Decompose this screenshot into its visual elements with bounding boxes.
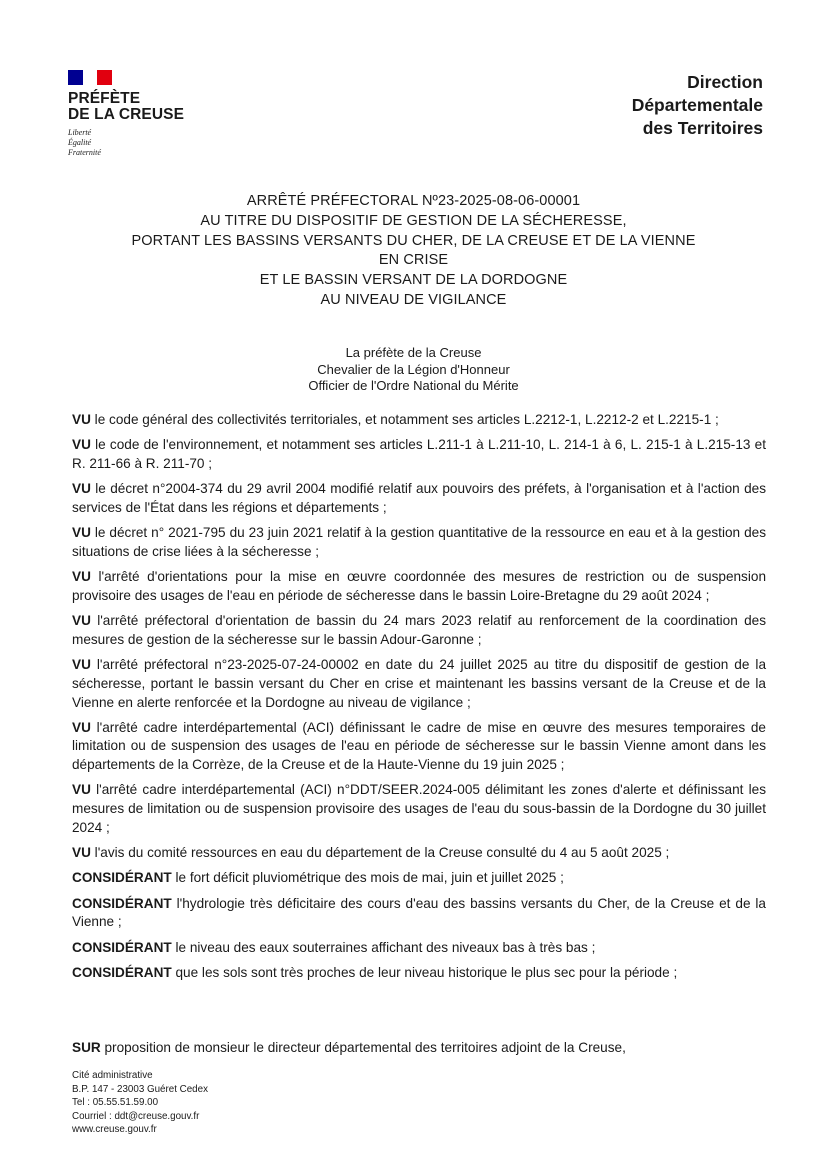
recital-lead: CONSIDÉRANT: [72, 870, 172, 886]
title-line: AU TITRE DU DISPOSITIF DE GESTION DE LA SÉCHERESSE,: [200, 212, 627, 229]
recital-text: le code de l'environnement, et notamment ses articles L.211-1 à L.211-10, L. 214-1 à 6, L. 215-1 à L.215-13 et R. 211-66 à R. 211-70 ;: [72, 437, 766, 471]
authority-line: La préfète de la Creuse: [345, 345, 482, 360]
logo-line-2: DE LA CREUSE: [68, 106, 185, 123]
recital-vu: [72, 568, 766, 605]
recital-text: l'arrêté cadre interdépartemental (ACI) définissant le cadre de mise en œuvre des mesures temporaires de limitation ou de suspension des usages de l'eau en période de sécheresse sur le bassin Vienne amont dans les départements de la Corrèze, de la Creuse et de la Haute-Vienne du 19 juin 2025 ;: [72, 719, 766, 773]
motto: [68, 128, 184, 158]
department-line: Direction: [687, 72, 763, 92]
recital-considerant: [72, 939, 766, 958]
recital-vu: [72, 612, 766, 649]
recital-text: le décret n°2004-374 du 29 avril 2004 modifié relatif aux pouvoirs des préfets, à l'organisation et à l'action des services de l'État dans les régions et départements ;: [72, 481, 766, 515]
recital-lead: VU: [72, 437, 91, 453]
recital-considerant: [72, 964, 766, 983]
motto-line: Égalité: [68, 138, 92, 147]
recital-vu: [72, 524, 766, 561]
footer-email[interactable]: Courriel : ddt@creuse.gouv.fr: [72, 1110, 200, 1122]
recital-text: le décret n° 2021-795 du 23 juin 2021 relatif à la gestion quantitative de la ressource en eau et à la gestion des situations de crise liées à la sécheresse ;: [72, 525, 766, 559]
contact-footer: [72, 1069, 208, 1137]
recital-text: le fort déficit pluviométrique des mois de mai, juin et juillet 2025 ;: [171, 870, 564, 886]
recital-text: que les sols sont très proches de leur niveau historique le plus sec pour la période ;: [171, 965, 678, 981]
prefecture-logo: [68, 70, 184, 158]
recital-vu: [72, 719, 766, 775]
recital-text: l'avis du comité ressources en eau du département de la Creuse consulté du 4 au 5 août 2025 ;: [90, 845, 670, 861]
recital-text: le code général des collectivités territoriales, et notamment ses articles L.2212-1, L.2212-2 et L.2215-1 ;: [90, 412, 719, 427]
recital-lead: VU: [72, 845, 91, 861]
recital-vu: [72, 781, 766, 837]
proposal-line: [72, 1040, 626, 1055]
recital-text: le niveau des eaux souterraines affichant des niveaux bas à très bas ;: [171, 939, 596, 955]
title-line: PORTANT LES BASSINS VERSANTS DU CHER, DE LA CREUSE ET DE LA VIENNE: [131, 232, 696, 249]
document-title: [0, 192, 827, 311]
recital-text: l'hydrologie très déficitaire des cours d'eau des bassins versants du Cher, de la Creuse et de la Vienne ;: [72, 895, 766, 930]
recital-lead: VU: [72, 525, 91, 541]
recital-lead: CONSIDÉRANT: [72, 939, 172, 955]
motto-line: Fraternité: [68, 148, 101, 157]
authority-line: Officier de l'Ordre National du Mérite: [308, 378, 519, 393]
motto-line: Liberté: [68, 128, 92, 137]
recital-text: l'arrêté préfectoral d'orientation de bassin du 24 mars 2023 relatif au renforcement de la coordination des mesures de gestion de la sécheresse sur le bassin Adour-Garonne ;: [72, 613, 766, 647]
authority-line: Chevalier de la Légion d'Honneur: [317, 361, 510, 377]
recital-lead: CONSIDÉRANT: [72, 965, 172, 981]
recital-text: l'arrêté préfectoral n°23-2025-07-24-00002 en date du 24 juillet 2025 au titre du dispositif de gestion de la sécheresse, portant le bassin versant du Cher en crise et maintenant les bassins versant de la Creuse et de la Vienne en alerte renforcée et la Dordogne au niveau de vigilance ;: [72, 657, 766, 710]
recital-vu: [72, 411, 766, 430]
recital-considerant: [72, 869, 766, 888]
logo-line-1: PRÉFÈTE: [68, 90, 141, 107]
footer-phone: Tel : 05.55.51.59.00: [72, 1097, 159, 1108]
recital-lead: CONSIDÉRANT: [72, 895, 172, 911]
title-line: ARRÊTÉ PRÉFECTORAL Nº23-2025-08-06-00001: [246, 193, 581, 209]
recital-text: l'arrêté cadre interdépartemental (ACI) n°DDT/SEER.2024-005 délimitant les zones d'alerte et définissant les mesures de limitation ou de suspension provisoire des usages de l'eau du sous-bassin de la Dordogne du 30 juillet 2024 ;: [72, 782, 766, 835]
marianne-flag-icon: [68, 70, 112, 85]
department-line: des Territoires: [642, 118, 763, 138]
recital-vu: [72, 656, 766, 712]
authority-block: [0, 345, 827, 395]
department-line: Départementale: [631, 95, 763, 115]
recital-lead: VU: [72, 782, 91, 798]
recital-vu: [72, 480, 766, 517]
footer-postal: B.P. 147 - 23003 Guéret Cedex: [72, 1083, 208, 1095]
recital-text: l'arrêté d'orientations pour la mise en œuvre coordonnée des mesures de restriction ou de suspension provisoire des usages de l'eau en période de sécheresse dans le bassin Loire-Bretagne du 29 août 2024 ;: [72, 569, 766, 603]
recital-considerant: [72, 895, 766, 932]
footer-address: Cité administrative: [72, 1070, 153, 1081]
recital-lead: VU: [72, 481, 91, 497]
proposal-text: proposition de monsieur le directeur départemental des territoires adjoint de la Creuse,: [100, 1040, 626, 1055]
recital-lead: VU: [72, 719, 91, 735]
recital-lead: VU: [72, 613, 91, 629]
title-line: AU NIVEAU DE VIGILANCE: [320, 291, 507, 308]
footer-website[interactable]: www.creuse.gouv.fr: [72, 1124, 157, 1135]
recital-vu: [72, 436, 766, 473]
recitals: [72, 411, 766, 990]
recital-vu: [72, 844, 766, 863]
proposal-lead: SUR: [72, 1040, 101, 1055]
recital-lead: VU: [72, 569, 91, 585]
title-line: EN CRISE: [378, 252, 449, 269]
department-name: [632, 71, 763, 140]
title-line: ET LE BASSIN VERSANT DE LA DORDOGNE: [259, 272, 568, 289]
recital-lead: VU: [72, 412, 91, 427]
recital-lead: VU: [72, 657, 91, 673]
